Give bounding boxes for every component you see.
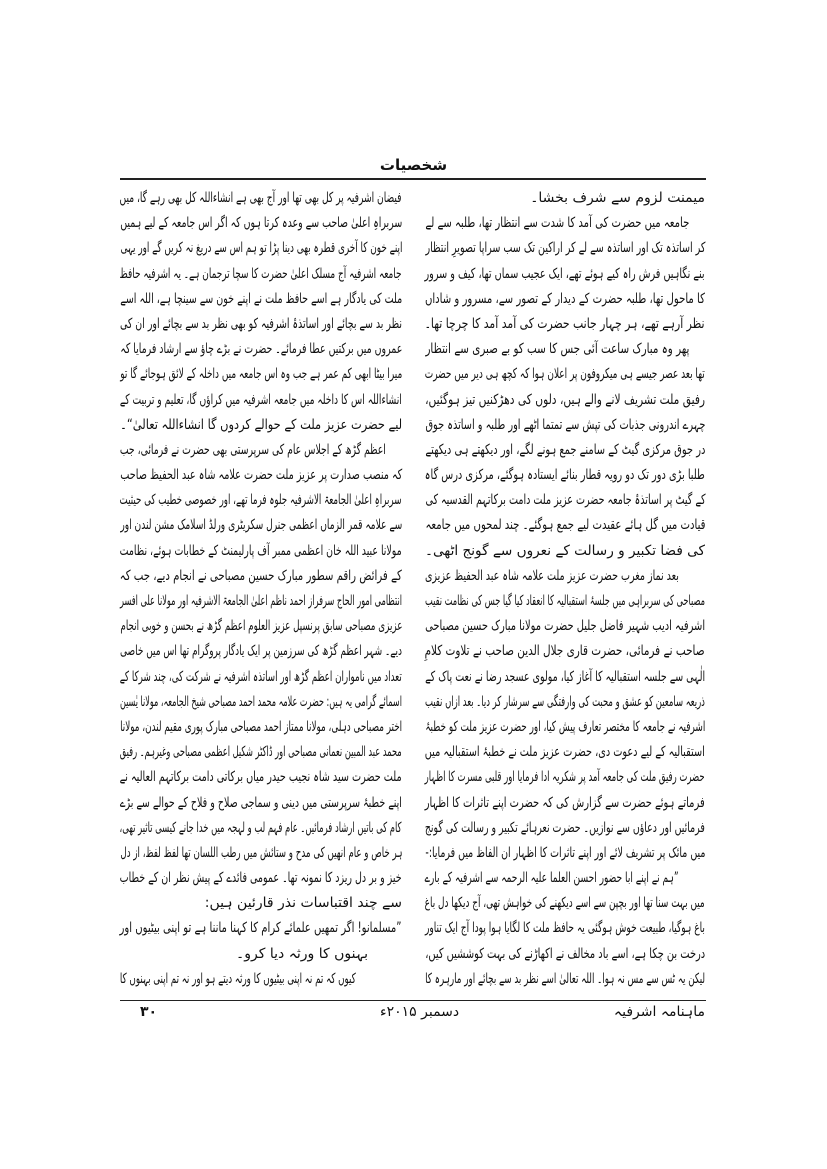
text-line-content: لیکن یہ ٹس سے مس نہ ہوا۔ اللہ تعالیٰ اسے نظر بد سے بچائے اور مارہرہ کا (425, 970, 705, 987)
text-line-content: جامعہ میں حضرت کی آمد کا شدت سے انتظار تھا، طلبہ سے لے (425, 215, 689, 232)
text-line-content: کی فضا تکبیر و رسالت کے نعروں سے گونج اٹھی۔ (425, 542, 705, 559)
text-line (120, 388, 402, 413)
text-line (425, 891, 705, 916)
text-line-content: کا ماحول تھا، طلبہ حضرت کے دیدار کے تصور سے، مسرور و شاداں (425, 290, 705, 307)
text-line-content: کے فرائض راقم سطور مبارک حسین مصباحی نے انجام دیے، جب کہ (120, 567, 402, 584)
text-line-content: باغ ہوگیا، طبیعت خوش ہوگئی یہ حافظ ملت کا لگایا ہوا پودا آج ایک تناور (425, 920, 705, 937)
text-line (425, 438, 705, 463)
text-line (120, 841, 402, 866)
text-line-content: پھر وہ مبارک ساعت آئی جس کا سب کو بے صبری سے انتظار (425, 341, 689, 358)
text-line (120, 564, 402, 589)
text-line (120, 791, 402, 816)
text-line-content: اسمائے گرامی یہ ہیں: حضرت علامہ محمد احمد مصباحی شیخ الجامعہ، مولانا یٰسین (120, 693, 402, 710)
text-line (425, 740, 705, 765)
text-line (120, 639, 402, 664)
text-line (120, 488, 402, 513)
text-line-content: محمد عبد المبین نعمانی مصباحی اور ڈاکٹر شکیل اعظمی مصباحی وغیرہم۔ رفیق (120, 744, 402, 761)
text-line-content: بہنوں کا ورثہ دیا کرو۔ (236, 945, 368, 962)
text-line (120, 211, 402, 236)
issue-date: دسمبر ۲۰۱۵ء (380, 1004, 460, 1020)
header-divider (120, 178, 706, 180)
text-line (425, 236, 705, 261)
text-line-content: فرمائیں اور دعاؤں سے نوازیں۔ حضرت نعرہائے تکبیر و رسالت کی گونج (425, 819, 705, 836)
text-line-content: لیے حضرت عزیز ملت کے حوالے کردوں گا انشاءاللہ تعالیٰ“۔ (120, 416, 402, 433)
text-line-content: صاحب نے فرمائی، حضرت قاری جلال الدین صاحب نے تلاوت کلامِ (425, 643, 705, 660)
text-line (425, 513, 705, 538)
text-line (120, 891, 402, 916)
text-line-content: میمنت لزوم سے شرف بخشا۔ (530, 190, 705, 206)
right-column (425, 186, 705, 992)
text-line (425, 564, 705, 589)
text-line-content: انتظامی امور الحاج سرفراز احمد ناظم اعلیٰ الجامعۃ الاشرفیہ اور مولانا علی افسر (120, 593, 402, 609)
text-line-content: کہ منصب صدارت پر عزیز ملت حضرت علامہ شاہ عبد الحفیظ صاحب (120, 467, 402, 484)
text-line-content: ہر خاص و عام انھیں کی مدح و ستائش میں رطب اللسان تھا لفظ لفظ، از دل (120, 844, 402, 861)
text-line (425, 539, 705, 564)
text-line-content: مولانا عبید اللہ خان اعظمی ممبر آف پارلیمنٹ کے خطابات ہوئے، نظامت (120, 542, 402, 559)
text-line (120, 866, 402, 891)
text-line-content: کے گیٹ پر اساتذۂ جامعہ حضرت عزیز ملت دامت برکاتہم القدسیہ کی (425, 492, 705, 509)
text-line (120, 438, 402, 463)
text-line-content: ”مسلمانو! اگر تمھیں علمائے کرام کا کہنا ماننا ہے تو اپنی بیٹیوں اور (120, 920, 402, 937)
text-line (425, 639, 705, 664)
text-line-content: استقبالیہ کے لیے دعوت دی، حضرت عزیز ملت نے خطبۂ استقبالیہ میں (425, 744, 705, 761)
text-line (120, 413, 402, 438)
text-line-content: کر اساتذہ تک اور اساتذہ سے لے کر اراکین تک سب سراپا تصویرِ انتظار (425, 240, 705, 257)
text-line (425, 463, 705, 488)
text-line-content: درخت بن چکا ہے، اسے باد مخالف نے اکھاڑنے کی بہت کوششیں کیں، (425, 945, 705, 962)
text-line-content: نظر آرہے تھے، ہر چہار جانب حضرت کی آمد آمد کا چرچا تھا۔ (425, 315, 705, 332)
text-line-content: رفیق ملت تشریف لانے والے ہیں، دلوں کی دھڑکنیں تیز ہوگئیں، (425, 391, 705, 408)
text-line (425, 312, 705, 337)
text-line (120, 186, 402, 211)
text-line-content: جامعہ اشرفیہ آج مسلک اعلیٰ حضرت کا سچا ترجمان ہے۔ یہ اشرفیہ حافظ (120, 265, 402, 282)
text-line-content: اشرفیہ نے جامعہ کا مختصر تعارف پیش کیا، اور حضرت عزیز ملت کو خطبۂ (425, 718, 705, 735)
text-line-content: اختر مصباحی دہلی، مولانا ممتاز احمد مصباحی مبارک پوری مقیم لندن، مولانا (120, 718, 402, 735)
text-line-content: میں بہت سنا تھا اور بچپن سے اسے دیکھنے کی خواہش تھی، آج دیکھا دل باغ (425, 895, 705, 912)
text-line (425, 916, 705, 941)
text-line (425, 791, 705, 816)
text-line (120, 614, 402, 639)
text-line (425, 262, 705, 287)
text-line-content: اشرفیہ ادیب شہیر فاضل جلیل حضرت مولانا مبارک حسین مصباحی (425, 618, 705, 635)
text-line-content: فیضان اشرفیہ پر کل بھی تھا اور آج بھی ہے انشاءاللہ کل بھی رہے گا، میں (120, 190, 402, 206)
text-line (120, 942, 402, 967)
text-line-content: بنے نگاہیں فرش راہ کیے ہوئے تھے، ایک عجیب سماں تھا، کیف و سرور (425, 265, 705, 282)
text-line-content: ملت کی یادگار ہے اسے حافظ ملت نے اپنے خون سے سینچا ہے، اللہ اسے (120, 290, 402, 307)
text-line (120, 463, 402, 488)
text-line (425, 488, 705, 513)
text-line (120, 262, 402, 287)
text-line (425, 287, 705, 312)
text-line (425, 362, 705, 387)
text-line-content: حضرت رفیق ملت کی جامعہ آمد پر شکریہ ادا فرمایا اور قلبی مسرت کا اظہار (425, 769, 705, 786)
text-line (425, 967, 705, 992)
text-line-content: چہرے اندرونی جذبات کی تپش سے تمتما اٹھے اور طلبہ و اساتذہ جوق (425, 416, 705, 433)
text-line-content: بعد نماز مغرب حضرت عزیز ملت علامہ شاہ عبد الحفیظ عزیزی (425, 567, 679, 584)
text-line-content: اپنے خون کا آخری قطرہ بھی دینا پڑا تو ہم اس سے دریغ نہ کریں گے اور یہی (120, 240, 402, 257)
text-line (120, 287, 402, 312)
text-line-content: فرماتے ہوئے حضرت سے گزارش کی کہ حضرت اپنے تاثرات کا اظہار (425, 794, 705, 811)
text-line (425, 765, 705, 790)
text-line (120, 665, 402, 690)
left-column (120, 186, 402, 992)
text-line (120, 916, 402, 941)
text-line-content: اعظم گڑھ کے اجلاس عام کی سرپرستی بھی حضرت نے فرمائی، جب (120, 441, 386, 458)
text-line (425, 413, 705, 438)
page-number: ۳۰ (140, 1004, 158, 1020)
text-line (120, 690, 402, 715)
text-line-content: ذریعہ سامعین کو عشق و محبت کی وارفتگی سے سرشار کر دیا۔ بعد ازاں نقیب (425, 693, 705, 710)
text-line (120, 816, 402, 841)
text-line (120, 236, 402, 261)
text-line (425, 337, 705, 362)
text-line-content: ملت حضرت سید شاہ نجیب حیدر میاں برکاتی دامت برکاتہم العالیہ نے (120, 769, 402, 786)
text-line-content: سربراہِ اعلیٰ صاحب سے وعدہ کرتا ہوں کہ اگر اس جامعہ کے لیے ہمیں (120, 215, 402, 232)
text-line-content: دیے۔ شہر اعظم گڑھ کی سرزمین پر ایک یادگار پروگرام تھا اس میں خاصی (120, 643, 402, 660)
text-line-content: میرا بیٹا ابھی کم عمر ہے جب وہ اس جامعہ میں داخلہ کے لائق ہوجائے گا تو (120, 366, 402, 383)
text-line-content: میں مائک پر تشریف لائے اور اپنے تاثرات کا اظہار ان الفاظ میں فرمایا:- (425, 844, 705, 861)
text-line-content: سے علامہ قمر الزماں اعظمی جنرل سکریٹری ورلڈ اسلامک مشن لندن اور (120, 517, 402, 534)
text-line (120, 967, 402, 992)
text-line (425, 690, 705, 715)
text-line-content: سے چند اقتباسات نذر قارئین ہیں: (204, 895, 402, 912)
text-line-content: در جوق مرکزی گیٹ کے سامنے جمع ہونے لگے، اور دیکھتے ہی دیکھتے (425, 441, 705, 458)
footer-divider (120, 1000, 706, 1001)
text-line (425, 816, 705, 841)
text-line-content: سربراہِ اعلیٰ الجامعۃ الاشرفیہ جلوہ فرما تھے، اور خصوصی خطیب کی حیثیت (120, 492, 402, 509)
text-line (120, 362, 402, 387)
text-line-content: تعداد میں نامواران اعظم گڑھ اور اساتذہ اشرفیہ نے شرکت کی، چند شرکا کے (120, 668, 402, 685)
text-line (120, 765, 402, 790)
text-line-content: نظر بد سے بچائے اور اساتذۂ اشرفیہ کو بھی نظر بد سے بچائے اور ان کی (120, 315, 402, 332)
text-line (120, 312, 402, 337)
text-line (425, 866, 705, 891)
text-line-content: کام کی باتیں ارشاد فرمائیں۔ عام فہم لب و لہجہ میں خدا جانے کیسی تاثیر تھی، (120, 819, 402, 836)
text-line-content: قیادت میں گل ہائے عقیدت لیے جمع ہوگئے۔ چند لمحوں میں جامعہ (425, 517, 705, 534)
text-line (120, 539, 402, 564)
text-line-content: ”ہم نے اپنے ابا حضور احسن العلما علیہ الرحمہ سے اشرفیہ کے بارے (425, 870, 679, 887)
text-line-content: تھا بعد عصر جیسے ہی میکروفون پر اعلان ہوا کہ کچھ ہی دیر میں حضرت (425, 366, 705, 383)
text-line (120, 337, 402, 362)
text-line-content: کیوں کہ تم نہ اپنی بیٹیوں کا ورثہ دیتے ہو اور نہ تم اپنی بہنوں کا (120, 970, 356, 987)
text-line-content: طلبا بڑی دور تک دو رویہ قطار بنائے ایستادہ ہوگئے، مرکزی درس گاہ (425, 467, 705, 484)
text-line-content: الٰہی سے جلسہ استقبالیہ کا آغاز کیا، مولوی عسجد رضا نے نعت پاک کے (425, 668, 705, 685)
text-line-content: مصباحی کی سربراہی میں جلسۂ استقبالیہ کا انعقاد کیا گیا جس کی نظامت نقیب (425, 593, 705, 609)
text-line (425, 388, 705, 413)
text-line (425, 841, 705, 866)
text-line (425, 614, 705, 639)
text-line (425, 942, 705, 967)
magazine-name: ماہنامہ اشرفیہ (613, 1004, 705, 1020)
text-line (120, 715, 402, 740)
section-title: شخصیات (379, 156, 448, 174)
text-line-content: خیز و بر دل ریزد کا نمونہ تھا۔ عمومی فائدے کے پیش نظر ان کے خطاب (120, 870, 402, 887)
text-line (425, 715, 705, 740)
text-line-content: عمروں میں برکتیں عطا فرمائے۔ حضرت نے بڑے چاؤ سے ارشاد فرمایا کہ (120, 341, 402, 358)
text-line-content: اپنے خطبۂ سرپرستی میں دینی و سماجی صلاح و فلاح کے حوالے سے بڑے (120, 794, 402, 811)
text-line (120, 513, 402, 538)
text-line (120, 740, 402, 765)
text-line-content: انشاءاللہ اس کا داخلہ میں جامعہ اشرفیہ میں کراؤں گا، تعلیم و تربیت کے (120, 391, 402, 408)
text-line-content: عزیزی مصباحی سابق پرنسپل عزیز العلوم اعظم گڑھ نے بحسن و خوبی انجام (120, 618, 402, 635)
text-line (425, 665, 705, 690)
text-line (120, 589, 402, 614)
text-line (425, 211, 705, 236)
text-line (425, 186, 705, 211)
text-line (425, 589, 705, 614)
